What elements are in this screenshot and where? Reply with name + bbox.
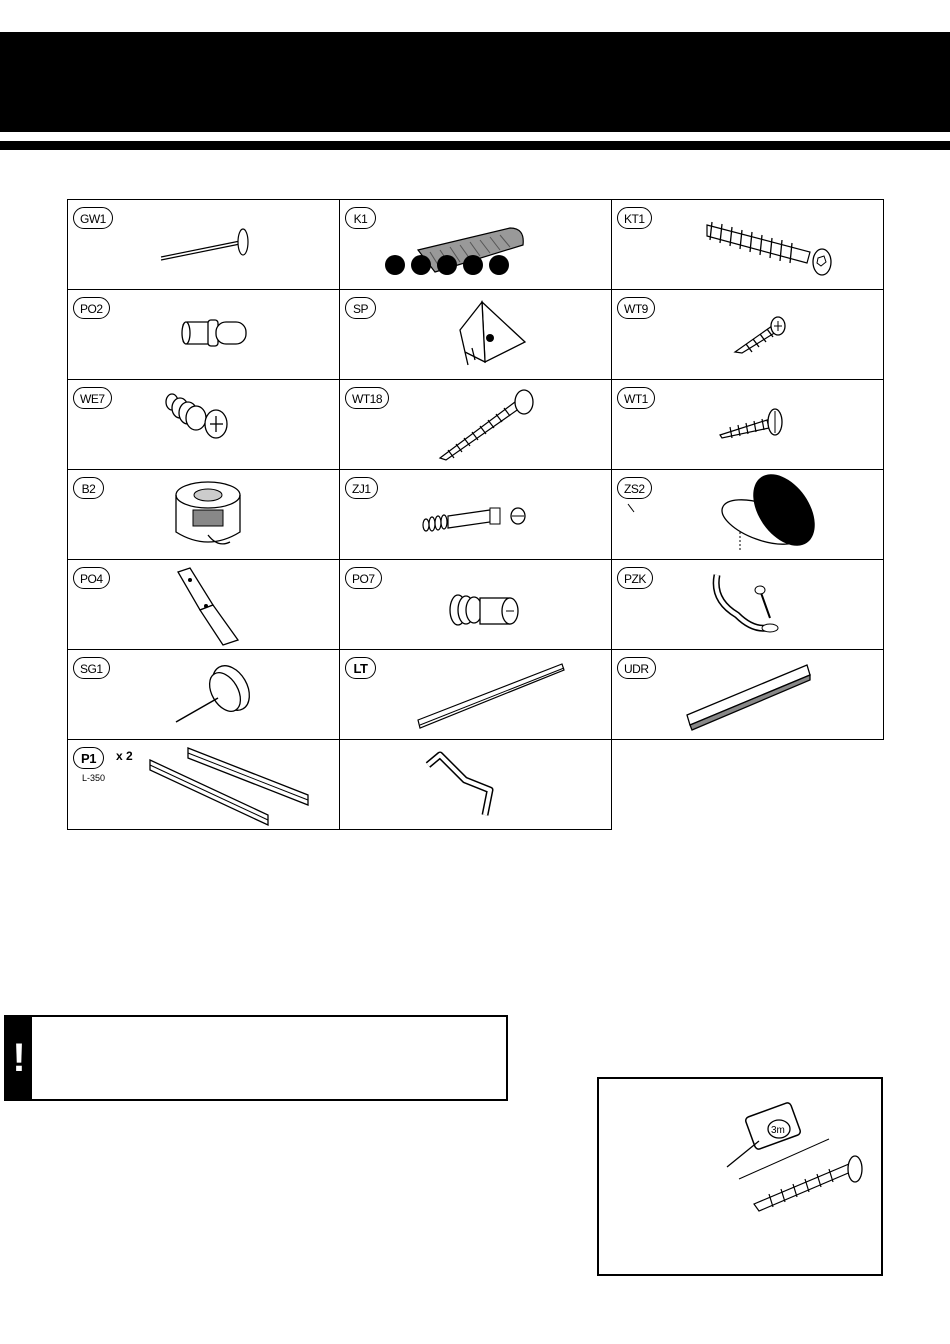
- long-screw-icon: [340, 380, 611, 469]
- part-code: B2: [73, 477, 104, 499]
- part-code: ZS2: [617, 477, 652, 499]
- shelf-pin-icon: [68, 290, 339, 379]
- measurement-box: [597, 1077, 883, 1276]
- part-code: PO2: [73, 297, 110, 319]
- flat-strip-icon: [340, 650, 611, 739]
- angle-bracket-icon: [68, 560, 339, 649]
- parts-grid: [67, 199, 884, 830]
- euro-screw-icon: [68, 380, 339, 469]
- part-cell-zj1: [340, 470, 612, 560]
- part-cell-zs2: [612, 470, 884, 560]
- tape-label: 3m: [771, 1125, 785, 1136]
- part-code: WT18: [345, 387, 389, 409]
- part-cell-b2: [68, 470, 340, 560]
- anti-tip-strap-icon: [612, 560, 883, 649]
- part-code: ZJ1: [345, 477, 378, 499]
- header-band: [0, 32, 950, 132]
- part-cell-wt9: [612, 290, 884, 380]
- warning-box: [4, 1015, 508, 1101]
- tape-measure-icon: [599, 1079, 881, 1274]
- wooden-dowel-icon: [340, 200, 611, 289]
- corner-bracket-icon: [340, 290, 611, 379]
- part-quantity: x 2: [116, 749, 133, 763]
- part-code: WT9: [617, 297, 655, 319]
- part-code: GW1: [73, 207, 113, 229]
- part-cell-kt1: [612, 200, 884, 290]
- screw-cover-cap-icon: [612, 470, 883, 559]
- part-cell-we7: [68, 380, 340, 470]
- cam-bolt-icon: [340, 470, 611, 559]
- part-code: P1: [73, 747, 104, 769]
- part-code: PO7: [345, 567, 382, 589]
- part-code: PO4: [73, 567, 110, 589]
- drawer-slides-icon: [68, 740, 339, 829]
- part-code: LT: [345, 657, 376, 679]
- header-rule: [0, 141, 950, 150]
- part-cell-udr: [612, 650, 884, 740]
- short-screw-icon: [612, 290, 883, 379]
- part-cell-po2: [68, 290, 340, 380]
- part-cell-sg1: [68, 650, 340, 740]
- part-cell-pzk: [612, 560, 884, 650]
- part-cell-p1: [68, 740, 340, 830]
- part-code: K1: [345, 207, 376, 229]
- handle-profile-icon: [612, 650, 883, 739]
- part-code: SP: [345, 297, 376, 319]
- shelf-support-icon: [340, 560, 611, 649]
- part-cell-allen-key: [340, 740, 612, 830]
- part-cell-wt1: [612, 380, 884, 470]
- part-code: SG1: [73, 657, 110, 679]
- small-screw-icon: [612, 380, 883, 469]
- part-cell-po7: [340, 560, 612, 650]
- part-code: KT1: [617, 207, 652, 229]
- warning-icon: !: [6, 1017, 32, 1099]
- nail-icon: [68, 200, 339, 289]
- part-cell-k1: [340, 200, 612, 290]
- part-cell-lt: [340, 650, 612, 740]
- part-cell-wt18: [340, 380, 612, 470]
- part-code: WT1: [617, 387, 655, 409]
- furniture-glide-icon: [68, 650, 339, 739]
- part-length: L-350: [82, 773, 106, 783]
- allen-key-icon: [340, 740, 611, 829]
- part-code: PZK: [617, 567, 653, 589]
- part-cell-po4: [68, 560, 340, 650]
- part-cell-sp: [340, 290, 612, 380]
- cam-lock-icon: [68, 470, 339, 559]
- part-cell-gw1: [68, 200, 340, 290]
- confirmat-screw-icon: [612, 200, 883, 289]
- part-code: WE7: [73, 387, 112, 409]
- part-code: UDR: [617, 657, 656, 679]
